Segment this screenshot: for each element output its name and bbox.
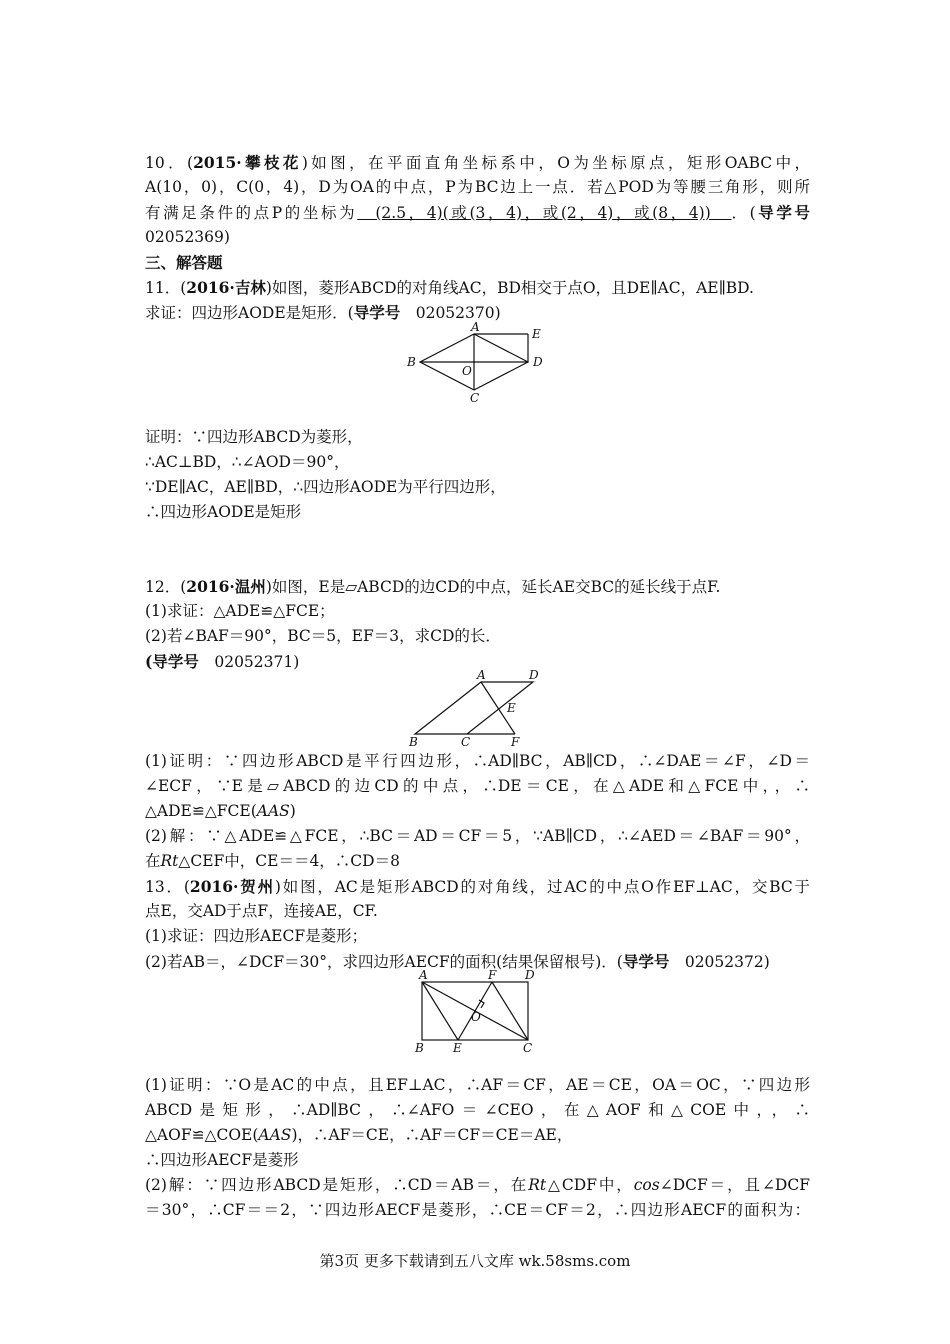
label-d: D: [533, 355, 543, 369]
label-o: O: [462, 364, 472, 378]
rhombus-figure: [400, 322, 550, 404]
label-a: A: [477, 668, 486, 682]
q12-solution-3: △ADE≌△FCE(AAS): [145, 802, 296, 820]
q10-line-4: 02052369): [145, 228, 230, 246]
q10-line-1: 10．(2015·攀枝花)如图，在平面直角坐标系中，O为坐标原点，矩形OABC中，: [145, 153, 810, 172]
q12-line-4: (导学号 02052371): [145, 652, 300, 671]
q13-line-4: (2)若AB＝，∠DCF＝30°，求四边形AECF的面积(结果保留根号)．(导学号 02052372): [145, 952, 770, 971]
label-f: F: [511, 735, 520, 749]
q13-solution-2: ABCD是矩形，∴AD∥BC，∴∠AFO＝∠CEO，在△AOF和△COE中，，∴: [145, 1101, 810, 1119]
q13-solution-4: ∴四边形AECF是菱形: [145, 1151, 299, 1169]
q10-line-3: 有满足条件的点P的坐标为 (2.5，4)(或(3，4)，或(2，4)，或(8，4)) ．(导学号: [145, 203, 810, 222]
q12-solution-4: (2)解：∵△ADE≌△FCE，∴BC＝AD＝CF＝5，∵AB∥CD，∴∠AED＝∠BAF＝90°，: [145, 827, 810, 845]
q13-solution-3: △AOF≌△COE(AAS)，∴AF＝CE，∴AF＝CF＝CE＝AE，: [145, 1126, 573, 1144]
label-c: C: [523, 1041, 533, 1055]
q11-proof-1: 证明：∵四边形ABCD为菱形，: [145, 428, 363, 446]
q10-answer: (2.5，4)(或(3，4)，或(2，4)，或(8，4)): [357, 204, 732, 222]
label-d: D: [525, 968, 535, 982]
q13-solution-6: ＝30°，∴CF＝＝2，∵四边形AECF是菱形，∴CE＝CF＝2，∴四边形AECF的面积为：: [145, 1201, 810, 1219]
q12-line-1: 12．(2016·温州)如图，E是▱ABCD的边CD的中点，延长AE交BC的延长线于点F.: [145, 577, 721, 596]
label-e: E: [507, 701, 516, 715]
q12-solution-2: ∠ECF，∵E是▱ABCD的边CD的中点，∴DE＝CE，在△ADE和△FCE中，，∴: [145, 777, 810, 795]
label-c: C: [461, 735, 471, 749]
label-d: D: [529, 668, 539, 682]
q13-solution-5: (2)解：∵四边形ABCD是矩形，∴CD＝AB＝，在Rt△CDF中，cos∠DCF＝，且∠DCF: [145, 1176, 810, 1194]
q11-line-1: 11．(2016·吉林)如图，菱形ABCD的对角线AC，BD相交于点O，且DE∥AC，AE∥BD.: [145, 278, 754, 297]
section-heading: 三、解答题: [145, 253, 223, 272]
label-f: F: [488, 968, 497, 982]
page-footer: 第3页 更多下载请到五八文库 wk.58sms.com: [319, 1252, 631, 1270]
q12-line-2: (1)求证：△ADE≌△FCE；: [145, 602, 335, 620]
q13-solution-1: (1)证明：∵O是AC的中点，且EF⊥AC，∴AF＝CF，AE＝CE，OA＝OC，∵四边形: [145, 1076, 810, 1094]
segment-cf: [492, 982, 528, 1040]
q13-line-1: 13．(2016·贺州)如图，AC是矩形ABCD的对角线，过AC的中点O作EF⊥AC，交BC于: [145, 877, 810, 896]
label-e: E: [532, 327, 541, 341]
label-a: A: [419, 968, 428, 982]
q11-proof-4: ∴四边形AODE是矩形: [145, 503, 302, 521]
label-c: C: [470, 391, 480, 404]
q11-line-2: 求证：四边形AODE是矩形．(导学号 02052370): [145, 303, 501, 322]
q11-proof-3: ∵DE∥AC，AE∥BD，∴四边形AODE为平行四边形，: [145, 478, 506, 496]
segment-ae: [422, 982, 458, 1040]
q12-solution-5: 在Rt△CEF中，CE＝＝4，∴CD＝8: [145, 852, 400, 870]
label-b: B: [409, 735, 418, 749]
parallelogram-figure: [405, 668, 550, 750]
q13-line-3: (1)求证：四边形AECF是菱形；: [145, 927, 368, 945]
q12-solution-1: (1)证明：∵四边形ABCD是平行四边形，∴AD∥BC，AB∥CD，∴∠DAE＝∠F，∠D＝: [145, 752, 810, 770]
q11-proof-2: ∴AC⊥BD，∴∠AOD＝90°，: [145, 453, 350, 471]
label-b: B: [415, 1041, 424, 1055]
label-e: E: [453, 1041, 462, 1055]
label-a: A: [471, 322, 480, 334]
q10-line-2: A(10，0)，C(0，4)，D为OA的中点，P为BC边上一点．若△POD为等腰三角形，则所: [145, 178, 810, 196]
q13-line-2: 点E，交AD于点F，连接AE，CF.: [145, 902, 378, 920]
rectangle-figure: [410, 968, 540, 1056]
q12-line-3: (2)若∠BAF＝90°，BC＝5，EF＝3，求CD的长．: [145, 627, 501, 645]
label-b: B: [407, 355, 416, 369]
label-o: O: [471, 1010, 481, 1024]
